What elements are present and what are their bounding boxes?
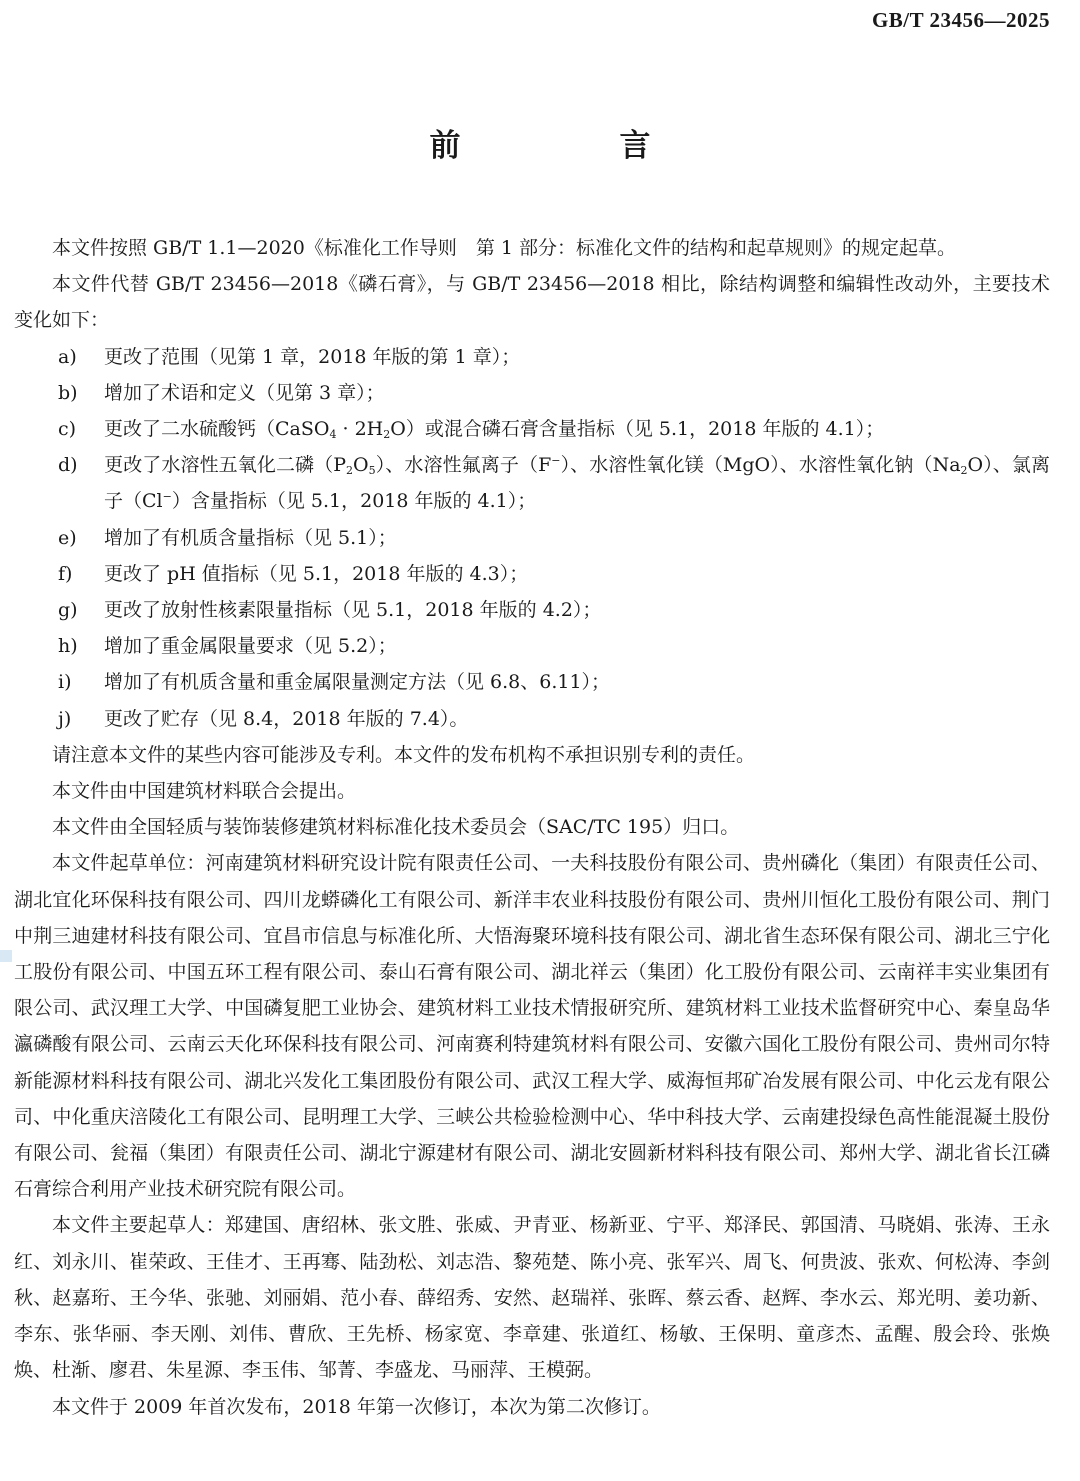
item-text: 更改了范围（见第 1 章，2018 年版的第 1 章）； — [104, 345, 521, 368]
item-text: 增加了重金属限量要求（见 5.2）； — [104, 635, 397, 658]
change-item-h — [14, 628, 1050, 664]
item-marker: c) — [58, 418, 77, 441]
paragraph-drafting-units: 本文件起草单位：河南建筑材料研究设计院有限责任公司、一夫科技股份有限公司、贵州磷化（集团）有限责任公司、湖北宜化环保科技有限公司、四川龙蟒磷化工有限公司、新洋丰农业科技股份有限公司、贵州川恒化工股份有限公司、荆门中荆三迪建材科技有限公司、宜昌市信息与标准化所、大悟海聚环境科技有限公司、湖北省生态环保有限公司、湖北三宁化工股份有限公司、中国五环工程有限公司、泰山石膏有限公司、湖北祥云（集团）化工股份有限公司、云南祥丰实业集团有限公司、武汉理工大学、中国磷复肥工业协会、建筑材料工业技术情报研究所、建筑材料工业技术监督研究中心、秦皇岛华瀛磷酸有限公司、云南云天化环保科技有限公司、河南赛利特建筑材料有限公司、安徽六国化工股份有限公司、贵州司尔特新能源材料科技有限公司、湖北兴发化工集团股份有限公司、武汉工程大学、威海恒邦矿冶发展有限公司、中化云龙有限公司、中化重庆涪陵化工有限公司、昆明理工大学、三峡公共检验检测中心、华中科技大学、云南建投绿色高性能混凝土股份有限公司、瓮福（集团）有限责任公司、湖北宁源建材有限公司、湖北安圆新材料科技有限公司、郑州大学、湖北省长江磷石膏综合利用产业技术研究院有限公司。 — [14, 852, 1050, 1201]
item-marker: a) — [58, 345, 77, 368]
paragraph-drafters: 本文件主要起草人：郑建国、唐绍林、张文胜、张威、尹青亚、杨新亚、宁平、郑泽民、郭国清、马晓娟、张涛、王永红、刘永川、崔荣政、王佳才、王再骞、陆劲松、刘志浩、黎苑楚、陈小亮、张军兴、周飞、何贵波、张欢、何松涛、李剑秋、赵嘉珩、王今华、张驰、刘丽娟、范小春、薛绍秀、安然、赵瑞祥、张晖、蔡云香、赵辉、李水云、郑光明、姜功新、李东、张华丽、李天刚、刘伟、曹欣、王先桥、杨家宽、李章建、张道红、杨敏、王保明、童彦杰、孟醒、殷会玲、张焕焕、杜渐、廖君、朱星源、李玉伟、邹菁、李盛龙、马丽萍、王模弼。 — [14, 1214, 1050, 1382]
item-text: 更改了 pH 值指标（见 5.1，2018 年版的 4.3）； — [104, 562, 529, 585]
subscript: 4 — [329, 428, 337, 442]
subscript: 2 — [960, 464, 968, 478]
paragraph-replacement: 本文件代替 GB/T 23456—2018《磷石膏》，与 GB/T 23456—2018 相比，除结构调整和编辑性改动外，主要技术变化如下： — [14, 273, 1050, 332]
item-text: · 2H — [336, 418, 384, 441]
change-item-e — [14, 520, 1050, 556]
item-text: 更改了贮存（见 8.4，2018 年版的 7.4）。 — [104, 707, 469, 730]
change-item-g — [14, 592, 1050, 628]
item-text: 增加了有机质含量指标（见 5.1）； — [104, 526, 397, 549]
change-item-b — [14, 375, 1050, 411]
item-text: O）、氯离子（Cl — [104, 454, 1050, 513]
subscript: 2 — [346, 464, 354, 478]
subscript: 2 — [383, 428, 391, 442]
edge-mark — [0, 950, 12, 962]
item-marker: b) — [58, 381, 78, 404]
item-text: 增加了有机质含量和重金属限量测定方法（见 6.8、6.11）； — [104, 671, 611, 694]
item-text: ）、水溶性氧化镁（MgO）、水溶性氧化钠（Na — [560, 454, 961, 477]
paragraph-patent-notice: 请注意本文件的某些内容可能涉及专利。本文件的发布机构不承担识别专利的责任。 — [52, 743, 756, 766]
superscript: − — [551, 454, 561, 468]
paragraph-drafting-rules: 本文件按照 GB/T 1.1—2020《标准化工作导则 第 1 部分：标准化文件的结构和起草规则》的规定起草。 — [52, 237, 957, 259]
item-text: O — [353, 454, 369, 477]
item-marker: h) — [58, 635, 78, 658]
item-marker: e) — [58, 526, 77, 549]
item-text: 更改了二水硫酸钙（CaSO — [104, 418, 330, 441]
item-marker: f) — [58, 562, 73, 585]
paragraph-centralized-by: 本文件由全国轻质与装饰装修建筑材料标准化技术委员会（SAC/TC 195）归口。 — [52, 816, 740, 839]
superscript: − — [162, 490, 172, 504]
paragraph-proposed-by: 本文件由中国建筑材料联合会提出。 — [52, 780, 357, 803]
item-marker: j) — [58, 707, 72, 730]
page-title: 前 言 — [429, 128, 715, 164]
item-text: ）、水溶性氟离子（F — [375, 454, 552, 477]
item-text: 增加了术语和定义（见第 3 章）； — [104, 381, 385, 404]
item-text: 更改了水溶性五氧化二磷（P — [104, 454, 347, 477]
change-item-i — [14, 664, 1050, 700]
paragraph-history: 本文件于 2009 年首次发布，2018 年第一次修订，本次为第二次修订。 — [52, 1395, 661, 1418]
change-item-c — [14, 411, 1050, 447]
change-item-a — [14, 339, 1050, 375]
preface-body — [14, 230, 1050, 1425]
item-text: O）或混合磷石膏含量指标（见 5.1，2018 年版的 4.1）； — [390, 418, 885, 441]
item-marker: d) — [58, 454, 78, 477]
change-item-d — [14, 447, 1050, 519]
item-text: ）含量指标（见 5.1，2018 年版的 4.1）； — [171, 490, 537, 513]
item-text: 更改了放射性核素限量指标（见 5.1，2018 年版的 4.2）； — [104, 599, 602, 622]
standard-code: GB/T 23456—2025 — [871, 8, 1050, 32]
item-marker: i) — [58, 671, 72, 694]
item-marker: g) — [58, 599, 78, 622]
subscript: 5 — [368, 464, 376, 478]
change-item-j — [14, 701, 1050, 737]
change-item-f — [14, 556, 1050, 592]
